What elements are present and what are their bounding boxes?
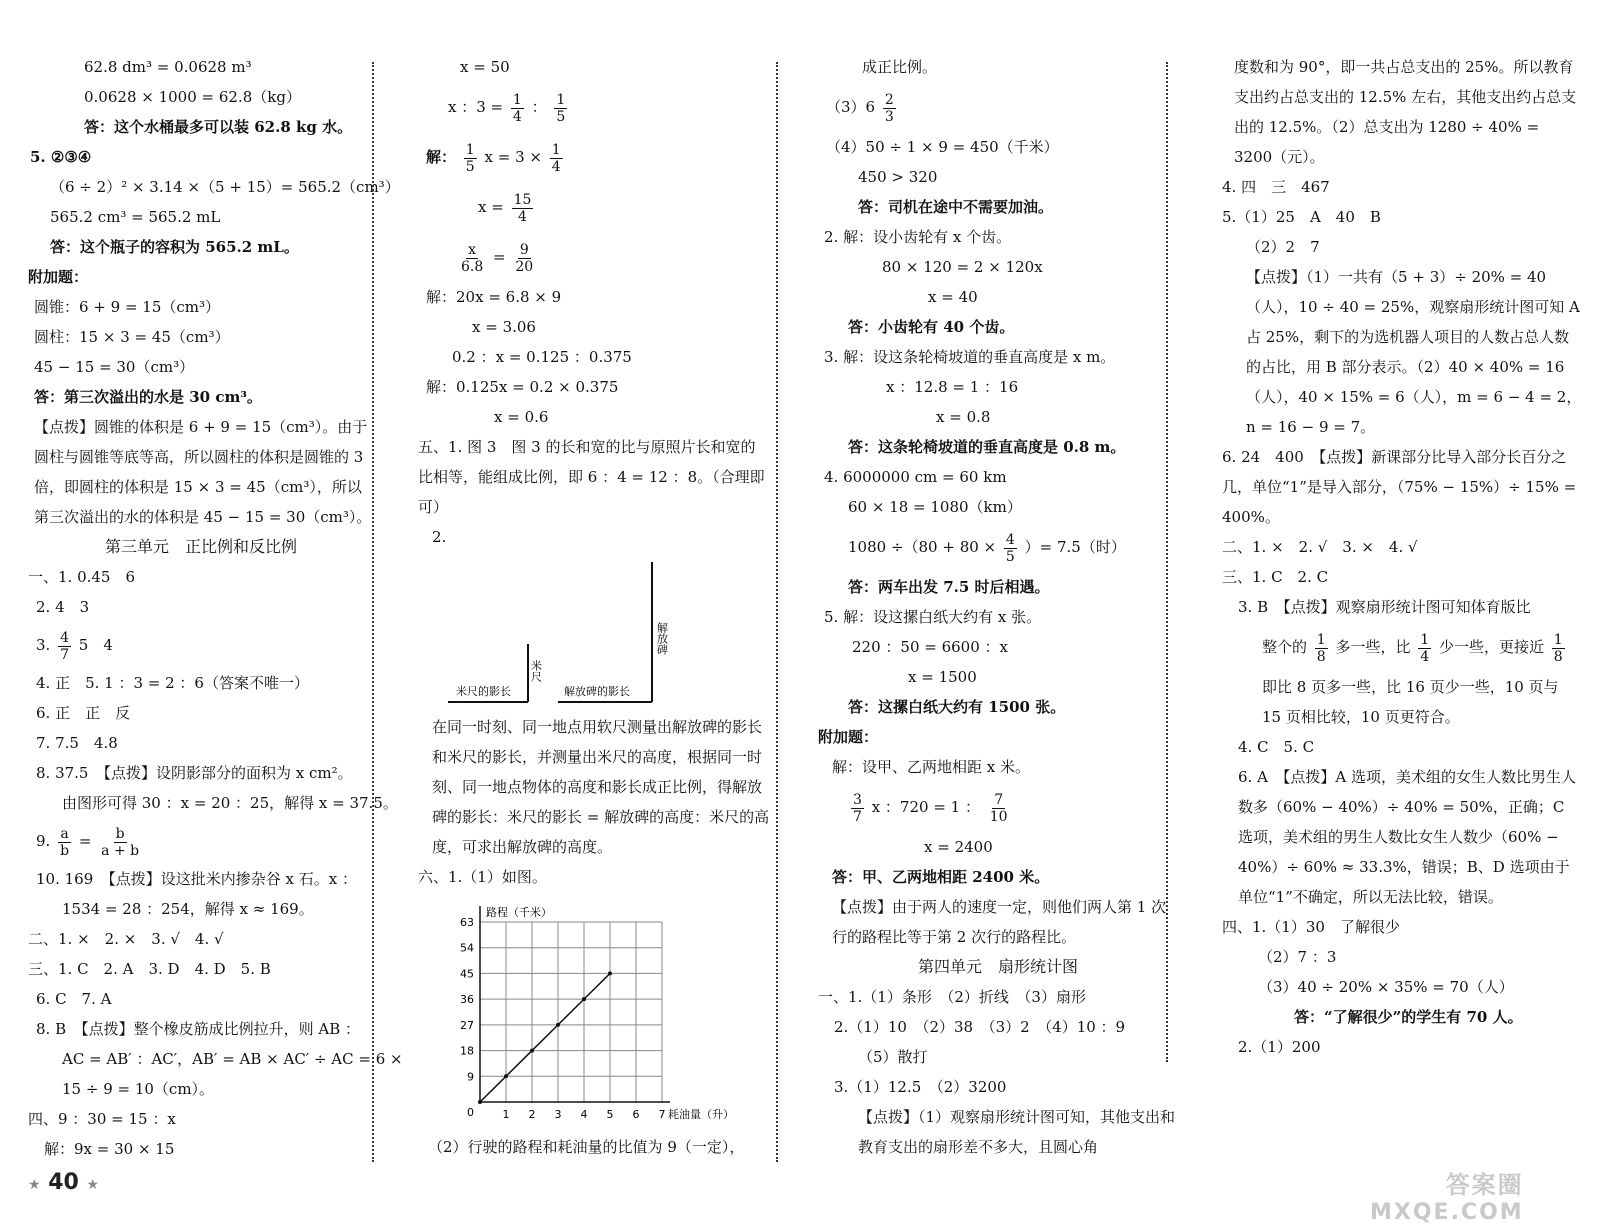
fraction [99,826,141,859]
x-tick-label: 6 [632,1108,640,1121]
fraction [511,92,524,125]
text-line: 1534 = 28 ：254，解得 x ≈ 169。 [62,900,314,918]
origin-label: 0 [467,1106,474,1119]
data-point [608,971,612,975]
numerator: 4 [60,629,70,646]
text-label: x ：720 = 1 ： [871,798,980,816]
text-line: （2）7 ：3 [1258,948,1337,966]
text-line: 二、1. × 2. √ 3. × 4. √ [1222,538,1418,556]
answer-line: 答：“了解很少”的学生有 70 人。 [1294,1008,1523,1026]
numerator: 3 [853,791,862,808]
hint-paragraph: 6. 24 400 【点拨】新课部分比导入部分长百分之几，单位“1”是导入部分，（75% − 15%）÷ 15% = 400%。 [1222,448,1577,526]
text-line: 2.（1）10 （2）38 （3）2 （4）10 ：9 [834,1018,1126,1036]
numerator: 7 [994,791,1004,808]
denominator: 4 [1420,648,1430,665]
numerator: 1 [1420,631,1430,648]
text-line: （4）50 ÷ 1 × 9 = 450（千米） [826,138,1059,156]
y-tick-label: 36 [460,993,474,1007]
watermark-text: MXQE.COM [1370,1200,1524,1225]
numerator: x [468,241,477,258]
text-line: 45 − 15 = 30（cm³） [34,358,195,376]
x-tick-label: 2 [528,1108,536,1121]
text-label: x = 3 × [484,148,542,166]
text-label: x ：3 = [448,98,504,116]
column-separator [776,62,778,1162]
text-line: （5）散打 [858,1048,928,1066]
column-3 [818,52,1178,1162]
text-line: 62.8 dm³ = 0.0628 m³ [84,58,252,76]
answer-line: 答：小齿轮有 40 个齿。 [848,318,1015,336]
numerator: 1 [1553,631,1563,648]
y-tick-label: 9 [467,1070,474,1084]
denominator: 7 [853,808,862,825]
series-line [480,973,610,1102]
column-4 [1222,52,1582,1062]
text-line: 六、1.（1）如图。 [418,868,547,886]
text-line: 565.2 cm³ = 565.2 mL [50,208,221,226]
denominator: 5 [1005,548,1015,565]
text-line: 4. C 5. C [1238,738,1315,756]
column-1 [28,52,403,1164]
text-label: 少一些，更接近 [1439,638,1545,656]
denominator: b [60,842,70,859]
text-line: x = 0.8 [936,408,991,426]
text-line: x = 2400 [924,838,993,856]
text-line: （6 ÷ 2）² × 3.14 ×（5 + 15）= 565.2（cm³） [50,178,400,196]
y-tick-label: 18 [460,1044,474,1058]
fraction [1315,632,1328,665]
fraction [464,142,477,175]
text-line: 一、1.（1）条形 （2）折线 （3）扇形 [818,988,1086,1006]
distance-fuel-chart [418,892,770,1132]
answer-line: 答：这条轮椅坡道的垂直高度是 0.8 m。 [848,438,1126,456]
numerator: a [60,825,69,842]
text-line: 解：设甲、乙两地相距 x 米。 [832,758,1030,776]
answer-line: 答：这摞白纸大约有 1500 张。 [848,698,1066,716]
text-line: 四、9 ：30 = 15 ：x [28,1110,176,1128]
fraction [988,792,1010,825]
unit-heading: 第三单元 正比例和反比例 [104,537,297,556]
text-line: 4. 6000000 cm = 60 km [824,468,1007,486]
text-line: x ：12.8 = 1 ：16 [886,378,1019,396]
hint-paragraph: 度数和为 90°，即一共占总支出的 25%。所以教育支出约占总支出的 12.5% 左右，其他支出约占总支出的 12.5%。（2）总支出为 1280 ÷ 40% = 3200（元）。 [1234,58,1577,166]
data-point [556,1023,560,1027]
text-line: （3）40 ÷ 20% × 35% = 70（人） [1258,978,1514,996]
text-line: 圆柱：15 × 3 = 45（cm³） [34,328,230,346]
text-line: 3. 解：设这条轮椅坡道的垂直高度是 x m。 [824,348,1116,366]
text-line: 二、1. × 2. × 3. √ 4. √ [28,930,224,948]
fraction-line [418,132,770,182]
denominator: 10 [989,808,1008,825]
text-line: 6. 正 正 反 [36,704,131,722]
numerator: 1 [465,141,475,158]
text-line: 7. 7.5 4.8 [36,734,118,752]
numerator: 1 [1316,631,1326,648]
text-line: 解：0.125x = 0.2 × 0.375 [426,378,619,396]
text-line: x = 0.6 [494,408,549,426]
hint-paragraph: 【点拨】圆锥的体积是 6 + 9 = 15（cm³）。由于圆柱与圆锥等底等高，所以圆柱的体积是圆锥的 3 倍，即圆柱的体积是 15 × 3 = 45（cm³），所以第三次溢出的水的体积是 45 − 15 = 30（cm³）。 [34,418,372,526]
y-tick-label: 63 [460,916,474,929]
fraction [554,92,567,125]
text-line: 220 ：50 = 6600 ：x [852,638,1008,656]
text-line: 10. 169 【点拨】设这批米内掺杂谷 x 石。x ： [36,870,357,888]
text-line: 一、1. 0.45 6 [28,568,136,586]
section-heading: 附加题： [818,728,879,746]
text-line: 3. B 【点拨】观察扇形统计图可知体育版比 [1238,598,1531,616]
answer-line: 答：第三次溢出的水是 30 cm³。 [34,388,262,406]
denominator: 3 [884,108,894,125]
fraction [58,630,71,663]
text-label: 9. [36,832,51,850]
text-label: 解： [426,148,457,166]
fraction-line [28,622,374,668]
monument-shadow-label: 解放碑的影长 [564,685,630,698]
text-line: x = 40 [928,288,978,306]
text-label: 3. [36,636,51,654]
text-line: x = 50 [460,58,510,76]
denominator: 20 [515,258,534,275]
hint-paragraph: 【点拨】由于两人的速度一定，则他们两人第 1 次行的路程比等于第 2 次行的路程比。 [832,898,1167,946]
text-line: 5.（1）25 A 40 B [1222,208,1381,226]
y-tick-label: 45 [460,967,474,981]
answer-line: 答：这个水桶最多可以装 62.8 kg 水。 [84,118,353,136]
column-separator [372,62,374,1162]
fraction [550,142,563,175]
fraction [512,192,534,225]
star-icon: ★ [28,1177,41,1193]
text-line: 6. C 7. A [36,990,112,1008]
hint-paragraph: 【点拨】（1）一共有（5 + 3）÷ 20% = 40（人），10 ÷ 40 = 25%，观察扇形统计图可知 A 占 25%，剩下的为选机器人项目的人数占总人数的占比，用 B 部分表示。（2）40 × 40% = 16（人），40 × 15% = 6（人），m = 6 − 4 = 2，n = 16 − 9 = 7。 [1246,268,1582,436]
x-tick-label: 3 [554,1108,562,1121]
text-line: 2. 解：设小齿轮有 x 个齿。 [824,228,1012,246]
denominator: 7 [60,646,70,663]
fraction-line [818,82,1178,132]
text-line: 由图形可得 30 ：x = 20 ：25，解得 x = 37.5。 [62,794,398,812]
text-line: 0.2 ：x = 0.125 ：0.375 [452,348,632,366]
text-line: 2. [432,528,447,546]
text-line: 60 × 18 = 1080（km） [848,498,1022,516]
star-icon: ★ [86,1177,100,1193]
answer-paragraph: 五、1. 图 3 图 3 的长和宽的比与原照片长和宽的比相等，能组成比例，即 6 ：4 = 12 ：8。（合理即可） [418,438,765,516]
fraction [851,792,864,825]
data-point [504,1074,508,1078]
fraction-line: x ：3 = $\frac{1}{4}$ ： $\frac{1}{5}$ [448,91,566,125]
fraction [883,92,896,125]
text-line: 5. 解：设这摞白纸大约有 x 张。 [824,608,1042,626]
text-line: 成正比例。 [862,58,938,76]
denominator: 8 [1316,648,1326,665]
fraction [513,242,535,275]
text-line: 3.（1）12.5 （2）3200 [834,1078,1007,1096]
monument-label: 解放碑 [655,622,669,655]
x-tick-label: 4 [580,1108,588,1121]
denominator: 5 [465,158,475,175]
fraction [1004,532,1017,565]
text-label: 整个的 [1262,638,1308,656]
fraction [1552,632,1565,665]
denominator: 4 [512,108,522,125]
fraction [58,826,71,859]
text-line: （2）2 7 [1246,238,1320,256]
denominator: 5 [556,108,566,125]
text-label: x = [478,198,504,216]
text-line: 三、1. C 2. A 3. D 4. D 5. B [28,960,271,978]
ruler-shadow-label: 米尺的影长 [456,685,511,698]
hint-paragraph: 【点拨】（1）观察扇形统计图可知，其他支出和教育支出的扇形差不多大，且圆心角 [858,1108,1176,1156]
fraction-line: 9. $\frac{a}{b}$ = $\frac{b}{a + b}$ [36,825,140,859]
text-label: ）= 7.5（时） [1024,538,1126,556]
x-tick-label: 5 [606,1108,614,1121]
text-line: 圆锥：6 + 9 = 15（cm³） [34,298,221,316]
answer-line: 答：甲、乙两地相距 2400 米。 [832,868,1050,886]
hint-paragraph: 即比 8 页多一些，比 16 页少一些，10 页与 15 页相比较，10 页更符合。 [1262,678,1559,726]
text-line: 8. B 【点拨】整个橡皮筋成比例拉升，则 AB ： [36,1020,360,1038]
numerator: b [115,825,125,842]
text-line: x = 1500 [908,668,977,686]
watermark [1370,1165,1524,1225]
denominator: 8 [1553,648,1563,665]
section-heading: 附加题： [28,268,89,286]
answer-line: 答：司机在途中不需要加油。 [858,198,1054,216]
question-number: 5. ②③④ [30,148,92,166]
y-tick-label: 54 [460,941,474,955]
fraction-line [418,182,770,232]
watermark-logo: 答案圈 [1445,1171,1524,1199]
text-line: x = 3.06 [472,318,536,336]
page-number: 40 [48,1170,79,1195]
data-point [530,1049,534,1053]
data-point [478,1100,482,1104]
y-axis-label: 路程（千米） [486,906,552,919]
hint-paragraph: 6. A 【点拨】A 选项，美术组的女生人数比男生人数多（60% − 40%）÷ 40% = 50%，正确；C 选项，美术组的男生人数比女生人数少（60% − 40%）÷ 60% ≈ 33.3%，错误；B、D 选项由于单位“1”不确定，所以无法比较，错误。 [1238,768,1577,906]
column-2 [418,52,770,1162]
denominator: a + b [101,842,140,859]
text-label: （3）6 [826,98,876,116]
numerator: 2 [884,91,894,108]
numerator: 9 [519,241,529,258]
text-line: 15 ÷ 9 = 10（cm）。 [62,1080,215,1098]
fraction-line: $\frac{x}{6.8}$ = $\frac{9}{20}$ [461,241,534,275]
text-line: 三、1. C 2. C [1222,568,1329,586]
data-point [582,997,586,1001]
denominator: 4 [551,158,561,175]
fraction [1418,632,1431,665]
numerator: 1 [556,91,566,108]
numerator: 15 [513,191,532,208]
denominator: 6.8 [461,258,484,275]
text-line: 4. 四 三 467 [1222,178,1330,196]
x-tick-label: 7 [658,1108,666,1121]
denominator: 4 [518,208,527,225]
text-label: 5 4 [78,636,113,654]
y-tick-label: 27 [460,1018,474,1032]
text-label: 1080 ÷（80 + 80 × [848,538,997,556]
fraction-line [818,782,1178,832]
text-line: 2. 4 3 [36,598,90,616]
text-line: 2.（1）200 [1238,1038,1321,1056]
text-line: 450 > 320 [858,168,938,186]
page-footer [28,1170,99,1195]
text-label: 多一些，比 [1335,638,1411,656]
text-line: 4. 正 5. 1 ：3 = 2 ：6（答案不唯一） [36,674,309,692]
unit-heading: 第四单元 扇形统计图 [917,957,1078,976]
numerator: 1 [512,91,522,108]
text-line: 0.0628 × 1000 = 62.8（kg） [84,88,301,106]
text-line: AC = AB′ ：AC′，AB′ = AB × AC′ ÷ AC = 6 × [62,1050,403,1068]
x-tick-label: 1 [502,1108,510,1121]
text-line: 解：20x = 6.8 × 9 [426,288,562,306]
text-line: 8. 37.5 【点拨】设阴影部分的面积为 x cm²。 [36,764,353,782]
shadow-diagram [418,552,770,712]
fraction-line [818,522,1178,572]
text-line: 80 × 120 = 2 × 120x [882,258,1043,276]
text-line: 四、1.（1）30 了解很少 [1222,918,1400,936]
ruler-label: 米尺 [529,660,543,682]
x-axis-label: 耗油量（升） [668,1108,734,1121]
numerator: 4 [1005,531,1015,548]
answer-line: 答：两车出发 7.5 时后相遇。 [848,578,1050,596]
fraction [459,242,485,275]
numerator: 1 [551,141,561,158]
explanation-paragraph: 在同一时刻、同一地点用软尺测量出解放碑的影长和米尺的影长，并测量出米尺的高度，根据同一时刻、同一地点物体的高度和影长成正比例，得解放碑的影长：米尺的影长 = 解放碑的高度：米尺的高度，可求出解放碑的高度。 [432,718,770,856]
text-line: 解：9x = 30 × 15 [44,1140,175,1158]
answer-line: 答：这个瓶子的容积为 565.2 mL。 [50,238,299,256]
text-line: （2）行驶的路程和耗油量的比值为 9（一定）， [428,1138,745,1156]
fraction-line [1222,622,1582,672]
